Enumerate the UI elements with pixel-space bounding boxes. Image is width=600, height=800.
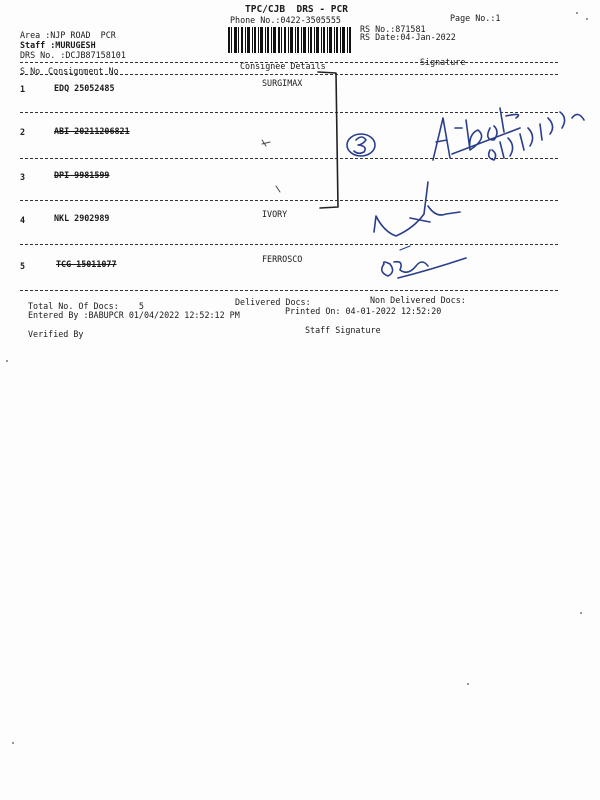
area-field: Area :NJP ROAD PCR: [20, 30, 116, 40]
scan-speck: [467, 683, 469, 685]
signature-3: [382, 258, 466, 278]
scan-speck: [586, 18, 588, 20]
row-consignment: EDQ 25052485: [54, 83, 115, 93]
total-docs: Total No. Of Docs: 5: [28, 301, 144, 311]
delivered-docs: Delivered Docs:: [235, 297, 311, 307]
column-sno: S No: [20, 66, 41, 76]
phone-scribble: [489, 112, 584, 160]
staff-field: Staff :MURUGESH: [20, 40, 96, 50]
staff-signature-label: Staff Signature: [305, 325, 381, 335]
tick-mark: [262, 140, 270, 146]
row-sno: 3: [20, 172, 26, 182]
row-consignment: ABI 20211206821: [54, 126, 130, 136]
row-consignee: SURGIMAX: [262, 78, 303, 88]
small-mark: [276, 186, 280, 192]
printed-on: Printed On: 04-01-2022 12:52:20: [285, 306, 442, 316]
signature-3-tail: [400, 246, 410, 250]
non-delivered-docs: Non Delivered Docs:: [370, 295, 466, 305]
column-consignment: Consignment No: [48, 66, 119, 76]
row-sno: 4: [20, 215, 26, 225]
entered-by: Entered By :BABUPCR 01/04/2022 12:52:12 PM: [28, 310, 240, 320]
row-consignment: DPI 9981599: [54, 170, 110, 180]
signature-2: [374, 182, 460, 236]
row-sno: 5: [20, 261, 26, 271]
row-consignee: IVORY: [262, 209, 288, 219]
verified-by: Verified By: [28, 329, 84, 339]
scan-speck: [580, 612, 582, 614]
rs-date: RS Date:04-Jan-2022: [360, 32, 456, 42]
row-sno: 2: [20, 127, 26, 137]
phone-number: Phone No.:0422-3505555: [230, 15, 341, 25]
page-number: Page No.:1: [450, 13, 501, 23]
row-consignment: TCG 15011077: [56, 259, 117, 269]
scan-speck: [12, 742, 14, 744]
row-consignment: NKL 2902989: [54, 213, 110, 223]
scan-speck: [6, 360, 8, 362]
rs-number: RS No.:871581: [360, 24, 426, 34]
document-title: TPC/CJB DRS - PCR: [245, 4, 348, 15]
drs-number: DRS No. :DCJB87158101: [20, 50, 126, 60]
row-consignee: FERROSCO: [262, 254, 303, 264]
scan-speck: [576, 12, 578, 14]
column-consignee: Consignee Details: [240, 61, 326, 71]
grouping-bracket: [318, 72, 338, 208]
circled-three: [354, 137, 366, 153]
row-sno: 1: [20, 84, 26, 94]
column-signature: Signature: [420, 57, 466, 67]
